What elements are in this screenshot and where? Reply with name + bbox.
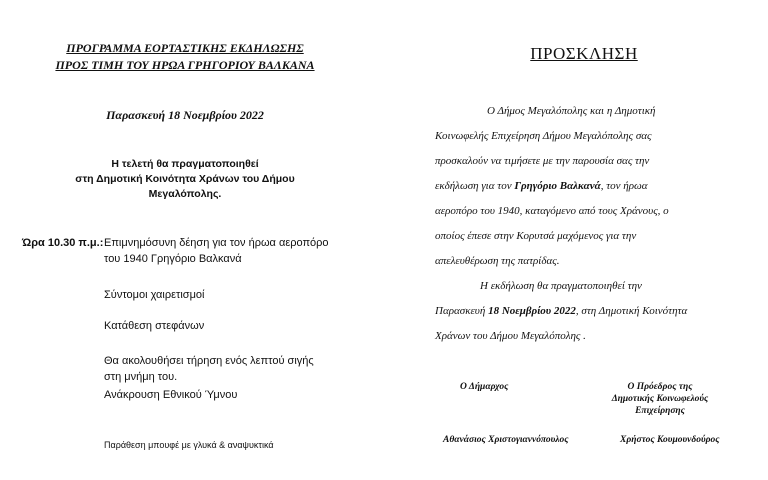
ceremony-location [0, 157, 370, 202]
mayor-role: Ο Δήμαρχος [460, 382, 509, 392]
invitation-p1-line-5: αεροπόρο του 1940, καταγόμενο από τους Χράνους, ο [435, 205, 669, 217]
ceremony-line-1: Η τελετή θα πραγματοποιηθεί [111, 158, 259, 170]
invitation-p1-line-3: προσκαλούν να τιμήσετε με την παρουσία σας την [435, 155, 650, 167]
president-role-line-2: Δημοτικής Κοινωφελούς [611, 394, 709, 404]
invitation-text: , στη Δημοτική Κοινότητα [575, 305, 688, 317]
invitation-p1-line-4 [435, 180, 648, 192]
president-role-line-3: Επιχείρησης [635, 406, 685, 416]
program-item-memorial-line-1: Επιμνημόσυνη δέηση για τον ήρωα αεροπόρο [104, 237, 329, 249]
program-title-line-2: ΠΡΟΣ ΤΙΜΗ ΤΟΥ ΗΡΩΑ ΓΡΗΓΟΡΙΟΥ ΒΑΛΚΑΝΑ [55, 58, 315, 72]
buffet-note: Παράθεση μπουφέ με γλυκά & αναψυκτικά [104, 440, 274, 450]
program-item-greetings: Σύντομοι χαιρετισμοί [104, 289, 205, 301]
program-time-label: Ώρα 10.30 π.μ.: [22, 237, 104, 249]
invitation-p1-line-2: Κοινωφελής Επιχείρηση Δήμου Μεγαλόπολης σας [435, 130, 652, 142]
invitation-p2-line-2 [435, 305, 687, 317]
ceremony-line-2: στη Δημοτική Κοινότητα Χράνων του Δήμου [75, 173, 295, 185]
invitation-p1-line-6: οποίος έπεσε στην Κορυτσά μαχόμενος για την [435, 230, 637, 242]
program-item-silence-line-2: στη μνήμη του. [104, 371, 178, 383]
invitation-p1-line-1: Ο Δήμος Μεγαλόπολης και η Δημοτική [487, 105, 656, 117]
president-role [600, 381, 720, 417]
program-item-memorial-line-2: του 1940 Γρηγόριο Βαλκανά [104, 253, 242, 265]
program-item-anthem: Ανάκρουση Εθνικού Ύμνου [104, 389, 238, 401]
invitation-p2-line-1: Η εκδήλωση θα πραγματοποιηθεί την [480, 280, 642, 292]
program-title-line-1: ΠΡΟΓΡΑΜΜΑ ΕΟΡΤΑΣΤΙΚΗΣ ΕΚΔΗΛΩΣΗΣ [66, 41, 304, 55]
program-date: Παρασκευή 18 Νοεμβρίου 2022 [106, 108, 264, 122]
invitation-title: ΠΡΟΣΚΛΗΣΗ [530, 44, 638, 63]
invitation-p1-line-7: απελευθέρωση της πατρίδας. [435, 255, 560, 267]
president-role-line-1: Ο Πρόεδρος της [627, 382, 693, 392]
mayor-name: Αθανάσιος Χριστογιαννόπουλος [443, 435, 569, 445]
invitation-p2-line-3: Χράνων του Δήμου Μεγαλόπολης . [435, 330, 586, 342]
invitation-text: εκδήλωση για τον [435, 180, 515, 192]
program-item-silence-line-1: Θα ακολουθήσει τήρηση ενός λεπτού σιγής [104, 355, 314, 367]
ceremony-line-3: Μεγαλόπολης. [148, 188, 222, 200]
president-name: Χρήστος Κουμουνδούρος [620, 435, 720, 445]
invitation-text: , τον ήρωα [600, 180, 648, 192]
event-date: 18 Νοεμβρίου 2022 [488, 305, 576, 317]
invitation-text: Παρασκευή [435, 305, 489, 317]
program-item-wreaths: Κατάθεση στεφάνων [104, 320, 205, 332]
hero-name: Γρηγόριο Βαλκανά [514, 180, 601, 192]
